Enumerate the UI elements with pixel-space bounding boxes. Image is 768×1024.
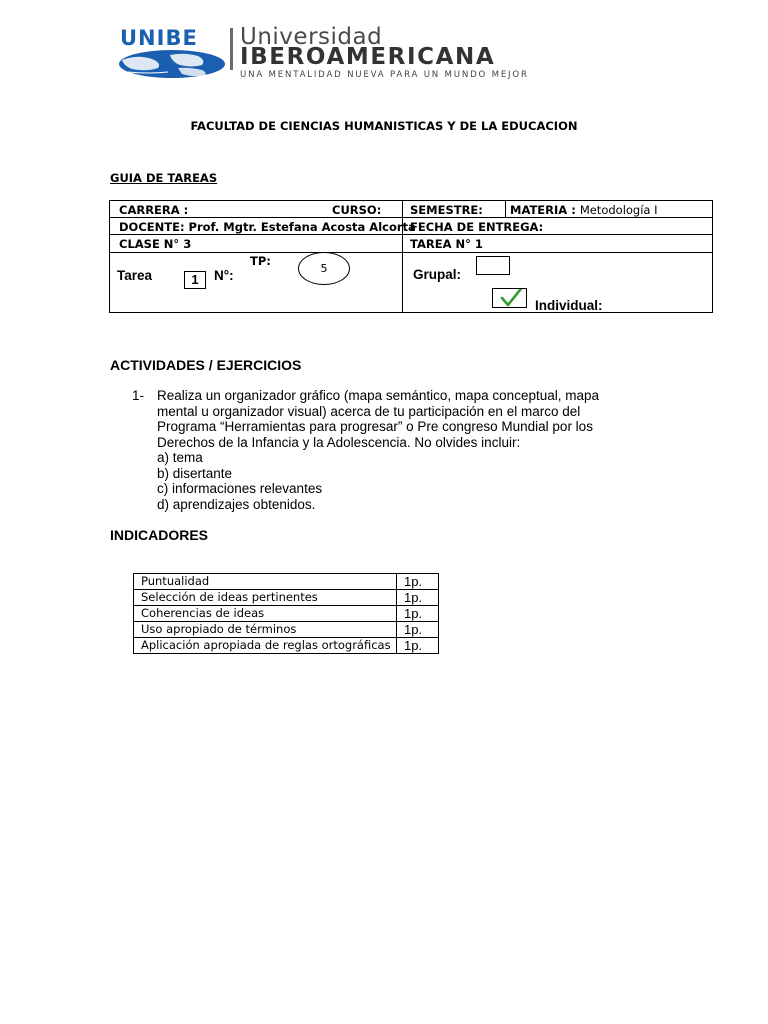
indicator-points: 1p. [397,606,439,622]
indicator-points: 1p. [397,574,439,590]
table-row-divider [110,234,712,235]
activity-line: Realiza un organizador gráfico (mapa semántico, mapa conceptual, mapa [157,388,599,403]
checkmark-icon [493,289,526,307]
materia-label: MATERIA : [510,203,576,217]
activity-item: c) informaciones relevantes [157,481,323,496]
table-row-divider [110,217,712,218]
grupal-checkbox[interactable] [476,256,510,275]
individual-label: Individual: [535,298,603,313]
table-row [134,606,439,622]
task-info-table [109,200,713,313]
logo-divider [230,28,233,70]
tp-value-oval: 5 [298,252,350,285]
indicator-label: Uso apropiado de términos [134,622,397,638]
activity-line: Derechos de la Infancia y la Adolescencia. No olvides incluir: [157,434,521,450]
indicators-table [133,573,439,654]
table-column-divider [402,201,403,312]
activity-item: b) disertante [157,465,233,481]
logo-unibe-text: UNIBE [120,26,198,50]
activity-item: a) tema [157,450,203,465]
tp-label: TP: [250,254,271,268]
indicator-points: 1p. [397,622,439,638]
activity-text [157,388,627,512]
indicator-label: Aplicación apropiada de reglas ortográficas [134,638,397,654]
tarea-label: Tarea [117,268,153,283]
n-label: N°: [214,268,234,283]
table-row [134,574,439,590]
individual-checkbox[interactable] [492,288,527,308]
indicator-points: 1p. [397,590,439,606]
curso-label: CURSO: [332,203,382,217]
university-logo [118,26,586,82]
table-row [134,638,439,654]
indicator-label: Puntualidad [134,574,397,590]
grupal-label: Grupal: [413,267,462,282]
table-column-divider [505,201,506,217]
table-row [134,622,439,638]
logo-iberoamericana-text: IBEROAMERICANA [240,44,496,70]
indicator-label: Selección de ideas pertinentes [134,590,397,606]
logo-universidad-text: Universidad [240,24,383,50]
materia-value: Metodología I [579,203,658,217]
activity-item: d) aprendizajes obtenidos. [157,496,316,512]
faculty-heading: FACULTAD DE CIENCIAS HUMANISTICAS Y DE LA EDUCACION [190,119,578,133]
indicators-title: INDICADORES [110,527,209,543]
indicator-label: Coherencias de ideas [134,606,397,622]
semestre-label: SEMESTRE: [410,203,483,217]
guide-title: GUIA DE TAREAS [110,171,218,185]
carrera-label: CARRERA : [119,203,189,217]
table-row [134,590,439,606]
table-row-divider [110,252,712,253]
logo-tagline: UNA MENTALIDAD NUEVA PARA UN MUNDO MEJOR [240,70,529,80]
activity-number: 1- [132,388,145,403]
globe-icon [118,50,226,82]
clase-label: CLASE N° 3 [119,237,192,251]
activities-title: ACTIVIDADES / EJERCICIOS [110,357,302,373]
indicator-points: 1p. [397,638,439,654]
activity-line: mental u organizador visual) acerca de tu participación en el marco del [157,403,581,419]
tarea-number-label: TAREA N° 1 [410,237,483,251]
docente-label: DOCENTE: Prof. Mgtr. Estefana Acosta Alcorta [119,220,416,234]
materia-field [510,203,658,217]
tarea-number-box: 1 [184,271,206,289]
activity-line: Programa “Herramientas para progresar” o Pre congreso Mundial por los [157,419,593,434]
fecha-entrega-label: FECHA DE ENTREGA: [410,220,544,234]
